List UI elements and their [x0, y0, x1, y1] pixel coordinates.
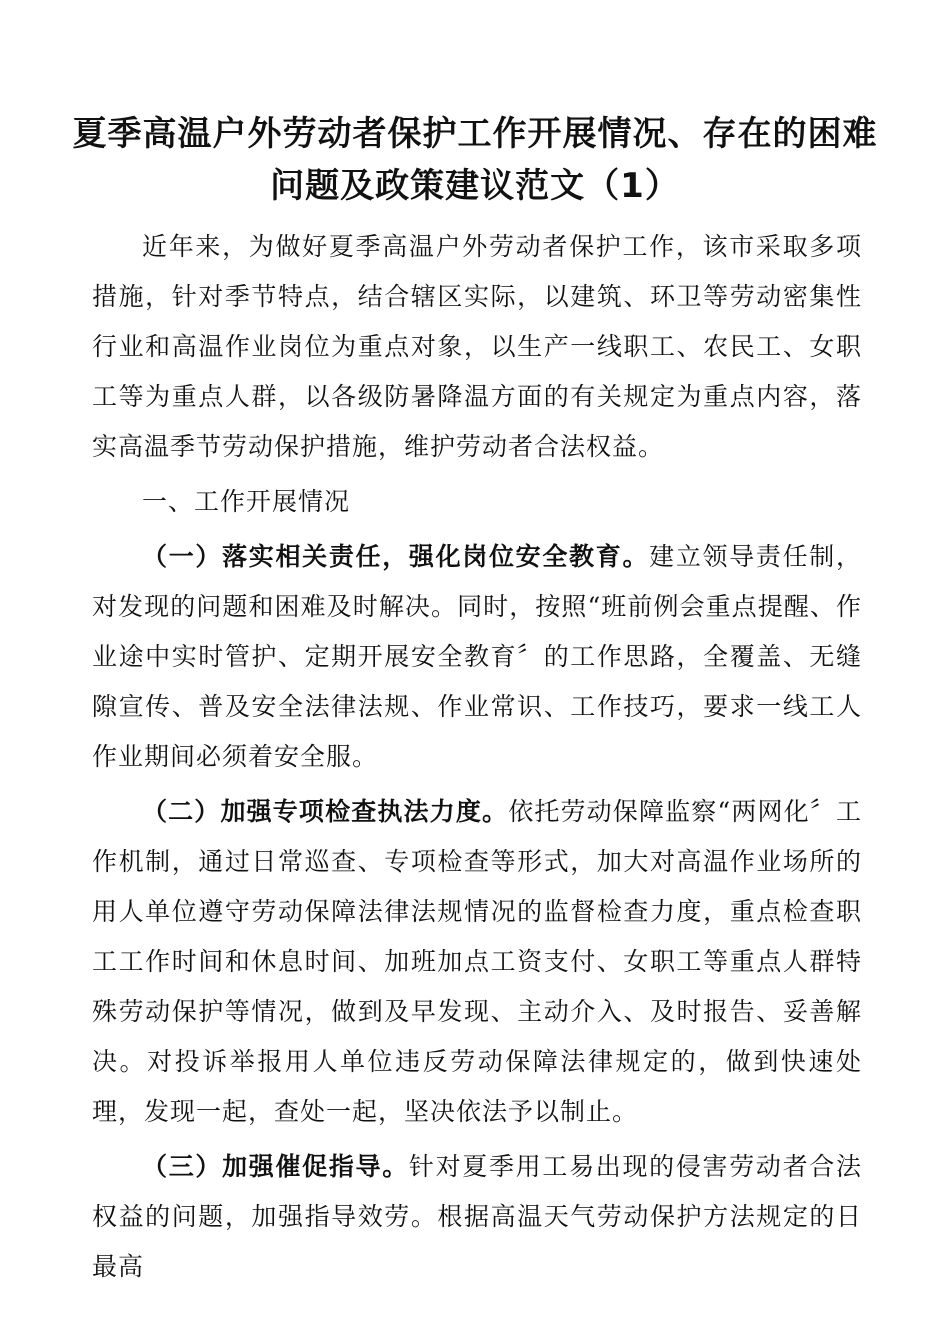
- item-paragraph-1: [92, 532, 862, 782]
- item-lead-1: （一）落实相关责任，强化岗位安全教育。: [142, 542, 650, 571]
- section-heading-1: 一、工作开展情况: [142, 487, 351, 516]
- item-text-3: 针对夏季用工易出现的侵害劳动者合法权益的问题，加强指导效劳。根据高温天气劳动保护方法规定的日最高: [92, 1152, 862, 1281]
- item-lead-2: （二）加强专项检查执法力度。: [142, 797, 509, 826]
- intro-paragraph: 近年来，为做好夏季高温户外劳动者保护工作，该市采取多项措施，针对季节特点，结合辖区实际，以建筑、环卫等劳动密集性行业和高温作业岗位为重点对象，以生产一线职工、农民工、女职工等为重点人群，以各级防暑降温方面的有关规定为重点内容，落实高温季节劳动保护措施，维护劳动者合法权益。: [92, 232, 862, 461]
- item-paragraph-2: [92, 787, 862, 1137]
- item-text-2: 依托劳动保障监察“两网化〞工作机制，通过日常巡查、专项检查等形式，加大对高温作业场所的用人单位遵守劳动保障法律法规情况的监督检查力度，重点检查职工工作时间和休息时间、加班加点工资支付、女职工等重点人群特殊劳动保护等情况，做到及早发现、主动介入、及时报告、妥善解决。对投诉举报用人单位违反劳动保障法律规定的，做到快速处理，发现一起，查处一起，坚决依法予以制止。: [92, 797, 862, 1126]
- item-text-1: 建立领导责任制，对发现的问题和困难及时解决。同时，按照“班前例会重点提醒、作业途中实时管护、定期开展安全教育〞的工作思路，全覆盖、无缝隙宣传、普及安全法律法规、作业常识、工作技巧，要求一线工人作业期间必须着安全服。: [92, 542, 862, 771]
- document-body: [92, 222, 862, 1297]
- document-title: 夏季高温户外劳动者保护工作开展情况、存在的困难问题及政策建议范文（1）: [72, 114, 878, 206]
- item-paragraph-3: [92, 1142, 862, 1292]
- item-lead-3: （三）加强催促指导。: [142, 1152, 409, 1181]
